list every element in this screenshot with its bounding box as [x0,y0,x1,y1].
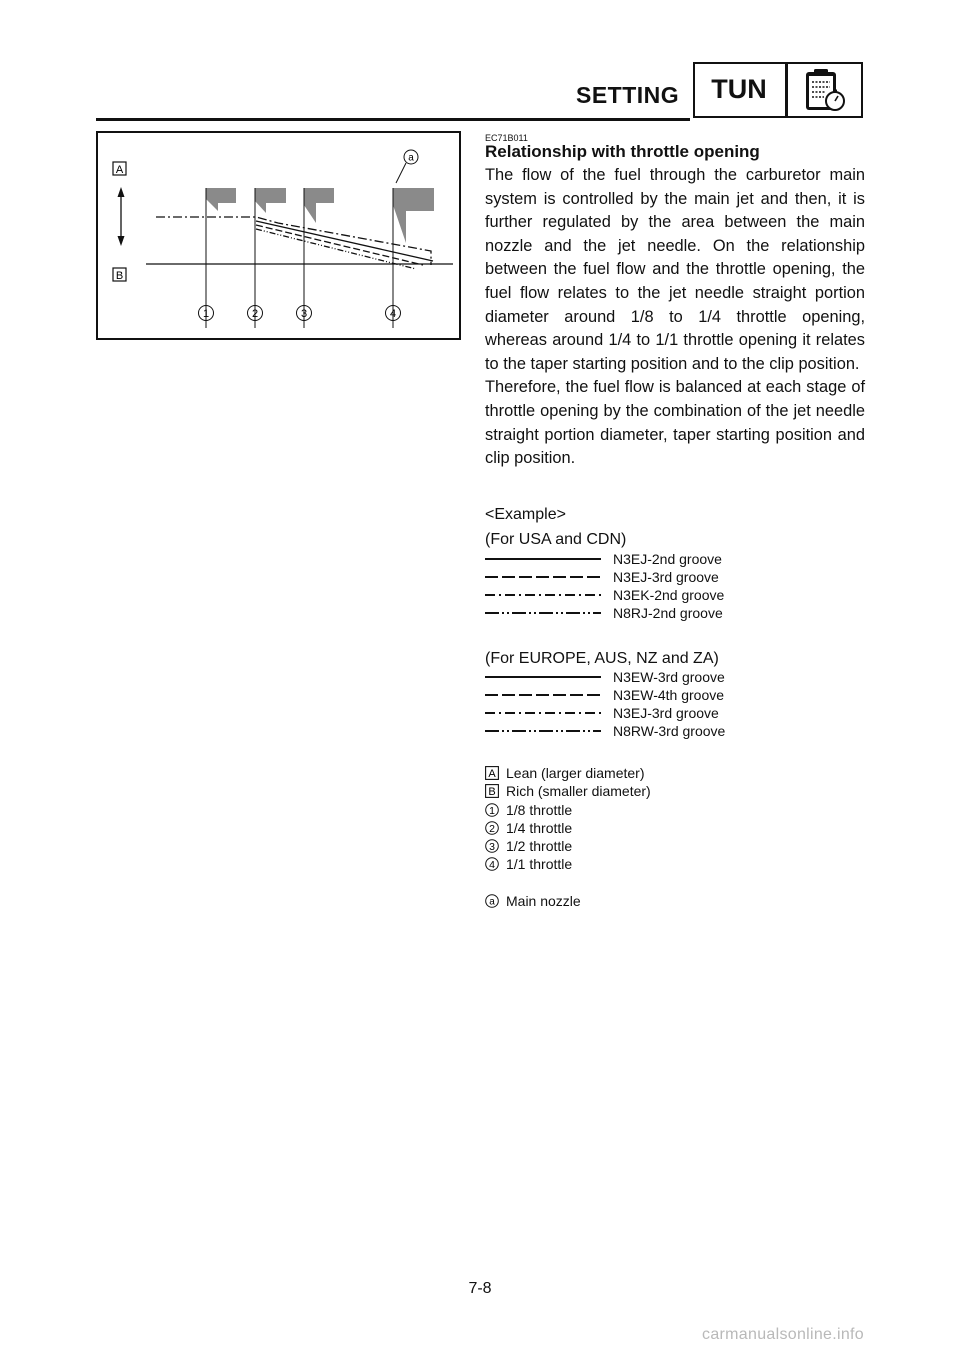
line-style-dash-dot-dot [485,724,601,738]
legend-label: N3EW-4th groove [613,687,725,703]
key-label: Rich (smaller diameter) [506,783,651,799]
key-label: 1/2 throttle [506,838,573,854]
line-style-dashed [485,570,601,584]
key-label: 1/4 throttle [506,820,573,836]
svg-text:a: a [489,896,495,908]
label-a-text: A [115,164,124,176]
label-b-text: B [115,270,124,282]
key-circle-4 [485,857,499,871]
watermark: carmanualsonline.info [702,1326,864,1343]
header-rule [96,118,690,121]
key-label: Lean (larger diameter) [506,765,645,781]
line-style-dash-dot-dot [485,606,601,620]
svg-text:3: 3 [489,840,495,853]
group-title-usa: (For USA and CDN) [485,531,627,548]
throttle-needle-figure [96,131,461,340]
label-2-text: 2 [251,308,259,320]
section-tab-label: TUN [711,74,767,104]
svg-text:B: B [488,786,496,798]
label-1-text: 1 [202,308,210,320]
section-tab-divider [785,62,788,118]
paragraph: Therefore, the fuel flow is balanced at each stage of throttle opening by the combination of the jet needle straight portion diameter, taper starting position and clip position. [485,378,865,468]
svg-text:A: A [488,768,496,780]
label-4-text: 4 [389,308,397,320]
line-style-dash-dot [485,706,601,720]
clipboard-stopwatch-icon [800,66,850,116]
line-style-dash-dot [485,588,601,602]
section-code: EC71B011 [485,133,528,143]
key-label: 1/8 throttle [506,802,573,818]
label-nozzle-text: a [408,152,414,164]
paragraph: The flow of the fuel through the carburetor main system is controlled by the main jet and then, it is further regulated by the area between the main nozzle and the jet needle. On the relationship between the fuel flow and the throttle opening, the fuel flow relates to the jet needle straight portion diameter around 1/8 to 1/4 throttle opening, whereas around 1/4 to 1/1 throttle opening it relates to the taper starting position and to the clip position. [485,166,865,373]
label-3-text: 3 [300,308,308,320]
legend-label: N3EJ-3rd groove [613,569,719,585]
svg-text:2: 2 [489,822,495,835]
page-number: 7-8 [468,1280,492,1297]
legend-label: N3EJ-2nd groove [613,551,722,567]
key-label: Main nozzle [506,893,581,909]
key-circle-1 [485,803,499,817]
key-circle-a [485,894,499,908]
figure-drawing [98,133,459,338]
needle-profiles [146,217,453,269]
key-circle-3 [485,839,499,853]
nozzle-leader [396,163,406,183]
key-box-a [485,766,499,780]
key-box-b [485,784,499,798]
line-style-dashed [485,688,601,702]
svg-text:4: 4 [489,858,495,871]
line-style-solid [485,552,601,566]
main-nozzle-blocks [206,188,434,243]
svg-text:1: 1 [489,804,495,817]
legend-label: N8RW-3rd groove [613,723,726,739]
body-text [485,164,865,471]
legend-label: N3EK-2nd groove [613,587,725,603]
line-style-solid [485,670,601,684]
example-label: <Example> [485,506,566,523]
legend-label: N3EW-3rd groove [613,669,725,685]
key-circle-2 [485,821,499,835]
key-label: 1/1 throttle [506,856,573,872]
group-title-europe: (For EUROPE, AUS, NZ and ZA) [485,650,719,667]
legend-label: N3EJ-3rd groove [613,705,719,721]
page-title: Relationship with throttle opening [485,142,760,161]
section-title-setting: SETTING [576,82,680,108]
legend-label: N8RJ-2nd groove [613,605,723,621]
